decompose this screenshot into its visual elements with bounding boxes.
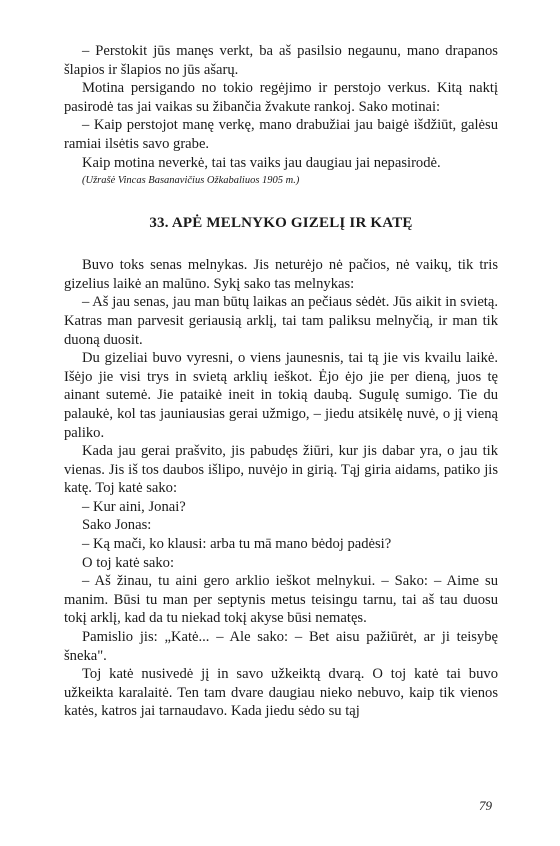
story-title: 33. APĖ MELNYKO GIZELĮ IR KATĘ — [149, 215, 413, 232]
paragraph: – Kur aini, Jonai? — [82, 498, 186, 515]
paragraph: Du gizeliai buvo vyresni, o viens jaunesnis, tai tą jie vis kvailu laikė. Išėjo jie visi trys in svietą arklių ieškot. Ėjo ėjo jie per dieną, juos tę ainant sutemė. Jie pataikė ineit in tokią daubą. Sugulę sumigo. Tie du palaukė, kol tas jauniausias gerai užmigo, – jiedu atsikėlę nuvė, o jį vieną paliko. — [64, 350, 498, 441]
paragraph: Toj katė nusivedė jį in savo užkeiktą dvarą. O toj katė tai buvo užkeikta karalaitė. Ten tam dvare daugiau nieko nebuvo, kaip tik vienos katės, katros jai tarnaudavo. Kada jiedu sėdo su tąj — [64, 666, 498, 720]
paragraph: Pamislio jis: „Katė... – Ale sako: – Bet aisu pažiūrėt, ar ji teisybę šneka". — [64, 629, 498, 664]
paragraph: Motina persigando no tokio regėjimo ir perstojo verkus. Kitą naktį pasirodė tas jai vaikas su žibančia žvakute rankoj. Sako motinai: — [64, 80, 498, 115]
paragraph: O toj katė sako: — [82, 554, 175, 571]
paragraph: – Aš jau senas, jau man būtų laikas an pečiaus sėdėt. Jūs aikit in svietą. Katras man parvesit geriausią arklį, tai tam paliksu melnyčią, ir man tik duoną duosit. — [64, 294, 498, 348]
paragraph: – Kaip perstojot manę verkę, mano drabužiai jau baigė išdžiūt, galėsu ramiai ilsėtis savo grabe. — [64, 117, 498, 152]
paragraph: – Perstokit jūs manęs verkt, ba aš pasilsio negaunu, mano drapanos šlapios ir šlapios no jūs ašarų. — [64, 43, 498, 78]
page-number: 79 — [479, 798, 492, 813]
source-note: (Užrašė Vincas Basanavičius Ožkabaliuos 1905 m.) — [82, 175, 300, 187]
paragraph: Sako Jonas: — [82, 517, 152, 534]
paragraph: – Aš žinau, tu aini gero arklio ieškot melnykui. – Sako: – Aime su manim. Būsi tu man per septynis metus teisingu tarnu, tai aš tau duosu tokį arklį, kad da tu niekad tokį akyse būsi nematęs. — [64, 573, 498, 627]
paragraph: Kada jau gerai prašvito, jis pabudęs žiūri, kur jis dabar yra, o jau tik vienas. Jis iš tos daubos išlipo, nuvėjo in girią. Tąj giria aidams, patiko jis katę. Toj katė sako: — [64, 443, 498, 497]
paragraph: Buvo toks senas melnykas. Jis neturėjo nė pačios, nė vaikų, tik tris gizelius laikė an malūno. Sykį sako tas melnykas: — [64, 257, 498, 292]
paragraph: Kaip motina neverkė, tai tas vaiks jau daugiau jai nepasirodė. — [82, 154, 441, 171]
paragraph: – Ką mači, ko klausi: arba tu mā mano bėdoj padėsi? — [82, 536, 392, 553]
page-body — [64, 42, 498, 721]
